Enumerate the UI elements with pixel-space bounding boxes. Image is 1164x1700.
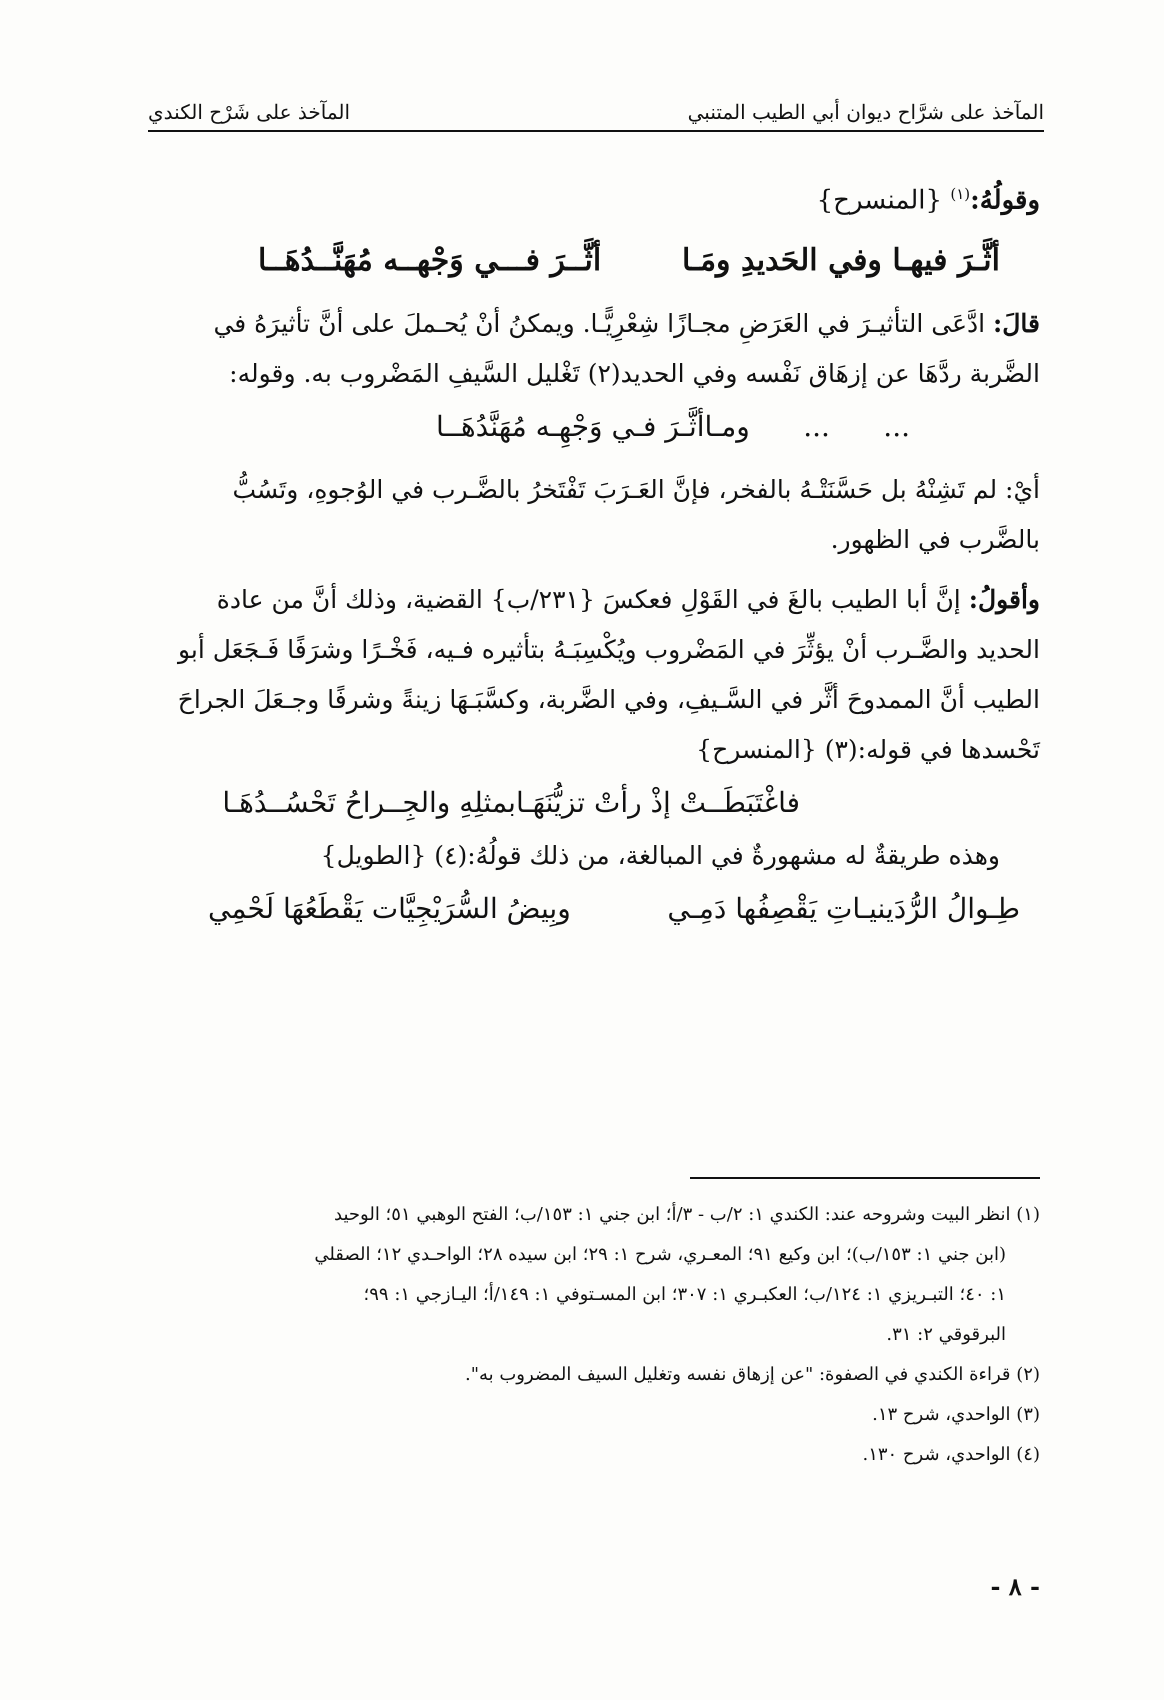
- verse-2-first-hemistich: ... ... ومـا: [704, 409, 910, 443]
- ay-line-1: أيْ: لم تَشِنْهُ بل حَسَّنَتْـهُ بالفخر، فإنَّ العَـرَبَ تَفْتَخرُ بالضَّـرب في الوُجوهِ، وتَسُبُّ: [232, 474, 1040, 504]
- ay-line-2: بالضَّرب في الظهور.: [830, 524, 1040, 554]
- qala-label: قالَ:: [993, 308, 1040, 338]
- verse-1: [148, 233, 1040, 289]
- page-number: - ٨ -: [990, 1572, 1040, 1601]
- intro-label: وقولُهُ:: [970, 185, 1040, 216]
- verse-4: [148, 881, 1040, 937]
- ay-paragraph: [148, 465, 1040, 565]
- footnote-2: (٢) قراءة الكندي في الصفوة: "عن إزهاق نفسه وتغليل السيف المضروب به".: [464, 1364, 1040, 1385]
- verse-3-second-hemistich: بمثلِهِ والجِــراحُ تَحْسُــدُهَـا: [222, 785, 516, 819]
- verse-2-second-hemistich: أثَّـرَ فـي وَجْهِـه مُهَنَّدُهَــا: [435, 409, 705, 443]
- footnote-1-line-1: (١) انظر البيت وشروحه عند: الكندي ١: ٢/ب - ٣/أ؛ ابن جني ١: ١٥٣/ب؛ الفتح الوهبي ٥١؛ الوحيد: [334, 1204, 1040, 1225]
- aqulu-line-1-text: إنَّ أبا الطيب بالغَ في القَوْلِ فعكسَ {٢٣١/ب} القضية، وذلك أنَّ من عادة: [216, 584, 961, 614]
- header-section-title: المآخذ على شَرْح الكندي: [148, 100, 351, 124]
- main-text: [148, 170, 1040, 937]
- qala-paragraph: [148, 299, 1040, 399]
- verse-4-second-hemistich: وبِيضُ السُّرَيْجِيَّات يَقْطَعُهَا لَحْمِي: [208, 891, 571, 925]
- aqulu-line-1: [148, 575, 1040, 625]
- verse-1-first-hemistich: أثَّـرَ فيهـا وفي الحَديدِ ومَـا: [682, 242, 1000, 278]
- aqulu-line-3: الطيب أنَّ الممدوحَ أثَّر في السَّـيفِ، وفي الضَّربة، وكسَّبَـهَا زينةً وشرفًا وجـعَلَ الجراحَ: [177, 684, 1040, 714]
- header-book-title: المآخذ على شرَّاح ديوان أبي الطيب المتنبي: [687, 100, 1044, 124]
- footnote-1-line-3: ١: ٤٠؛ التبـريزي ١: ١٢٤/ب؛ العكبـري ١: ٣٠٧؛ ابن المسـتوفي ١: ١٤٩/أ؛ اليـازجي ١: ٩٩؛: [363, 1284, 1006, 1305]
- footnote-4: (٤) الواحدي، شرح ١٣٠.: [862, 1444, 1040, 1465]
- verse-2: [148, 399, 1040, 455]
- intro-line: [148, 170, 1040, 225]
- footnote-1-line-4: البرقوقي ٢: ٣١.: [886, 1324, 1006, 1345]
- qala-line-2: الضَّربة ردَّهَا عن إزهَاق نَفْسه وفي الحديد(٢) تَغْليل السَّيفِ المَضْروب به. وقوله:: [229, 358, 1040, 388]
- qala-line-1: [148, 299, 1040, 349]
- aqulu-line-4: تَحْسدها في قوله:(٣) {المنسرح}: [696, 734, 1040, 764]
- verse-3: [148, 775, 1040, 831]
- footnote-ref-1: (١): [950, 185, 971, 203]
- verse-3-first-hemistich: فاغْتَبَطَــتْ إذْ رأتْ تزيُّنَهَـا: [515, 785, 800, 819]
- meter-label: {المنسرح}: [816, 185, 943, 216]
- qala-line-1-text: ادَّعَى التأثيـرَ في العَرَضِ مجـازًا شِعْرِيًّـا. ويمكنُ أنْ يُحـملَ على أنَّ تأثيرَهُ في: [213, 308, 986, 338]
- aqulu-label: وأقولُ:: [968, 584, 1040, 614]
- footnote-1-line-2: (ابن جني ١: ١٥٣/ب)؛ ابن وكيع ٩١؛ المعـري، شرح ١: ٢٩؛ ابن سيده ٢٨؛ الواحـدي ١٢؛ الصقلي: [314, 1244, 1006, 1265]
- running-header: [148, 88, 1044, 132]
- verse-1-second-hemistich: أثَّــرَ فـــي وَجْهــه مُهَنَّــدُهَــا: [258, 242, 602, 278]
- verse-4-first-hemistich: طِـوالُ الرُّدَينيـاتِ يَقْصِفُها دَمِـي: [667, 891, 1020, 925]
- hadhihi-line: وهذه طريقةٌ له مشهورةٌ في المبالغة، من ذلك قولُهُ:(٤) {الطويل}: [320, 840, 1000, 870]
- footnote-separator: [690, 1177, 1040, 1179]
- footnote-3: (٣) الواحدي، شرح ١٣.: [872, 1404, 1040, 1425]
- aqulu-line-2: الحديد والضَّـرب أنْ يؤثِّرَ في المَضْروب ويُكْسِبَـهُ بتأثيره فـيه، فَخْـرًا وشرَفًا فَـجَعَل أبو: [177, 634, 1040, 664]
- aqulu-paragraph: [148, 575, 1040, 775]
- footnotes: [148, 1195, 1040, 1475]
